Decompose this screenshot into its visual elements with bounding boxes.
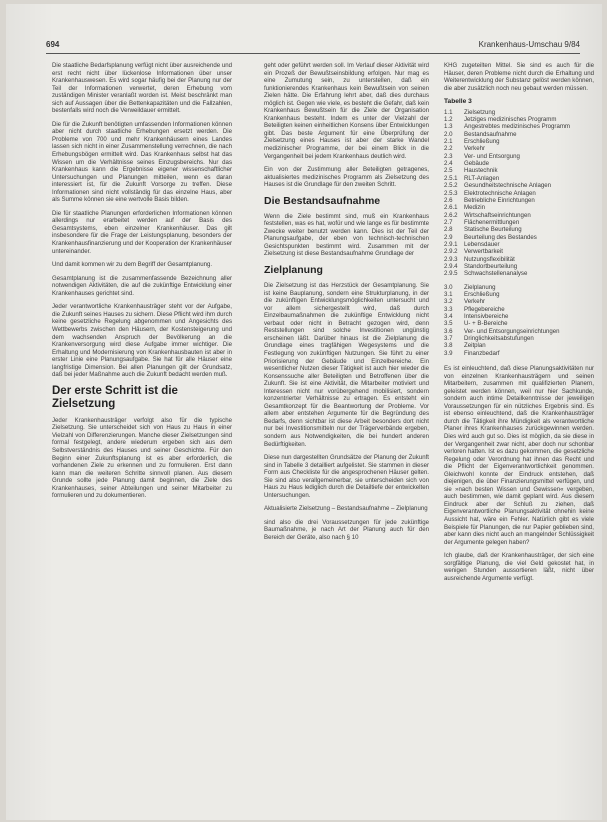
table-cell-label: Wirtschaftseinrichtungen [464,211,531,219]
page [6,4,602,820]
table-cell-number: 2.3 [444,152,453,160]
paragraph: Jeder verantwortliche Krankenhausträger steht vor der Aufgabe, die Zukunft seines Hauses zu sichern. Diese Pflicht wird ihm durch keine gesetzliche Regelung abgenommen und Angesichts des Wettbewerbs zwischen den Häusern, der Kostensteigerung und dem wachsenden Anspruch der Bevölkerung an die Krankenversorgung wird diese Aufgabe immer wichtiger. Die Erhaltung und Modernisierung von Krankenhausbauten ist aber in erster Linie eine Planungsaufgabe. Sie hat für alle Häuser eine langfristige Dimension. Bei allen Planungen gilt der Grundsatz, daß bei jeder Maßnahme auch die Zukunft bedacht werden muß. [52,303,232,379]
table-row [444,234,570,241]
table-row [444,263,570,270]
table-row [444,335,570,342]
header-rule [46,53,580,54]
paragraph: Jeder Krankenhausträger verfolgt also für die typische Zielsetzung. Sie unterscheidet sich von Haus zu Haus in einer Vielzahl von Differenzierungen. Manche dieser Zielsetzungen sind formal festgelegt, andere wiederum ergeben sich aus dem Selbstverständnis des Hauses und seiner Geschichte. Für den Beginn einer Zukunftsplanung ist es aber erforderlich, die vorhandenen Ziele zu erkennen und zu formulieren. Erst dann kann man die weiteren Schritte sinnvoll planen. Aus diesem Grunde sollte jede Planung damit beginnen, die Ziele des Krankenhauses, seiner Abteilungen und seiner Mitarbeiter zu formulieren und zu dokumentieren. [52,416,232,500]
table-row [444,241,570,248]
table-cell-number: 3.0 [444,283,453,291]
table-cell-label: U- + B-Bereiche [464,320,508,328]
table-cell-label: Pflegebereiche [464,305,505,313]
paragraph: KHG zugeteilten Mittel. Sie sind es auch für die Häuser, deren Probleme nicht durch die Erhaltung und Weiterentwicklung der Substanz gelöst werden können, die aber zusätzlich noch neu gebaut werden müssen. [444,62,594,92]
table-cell-number: 2.6.1 [444,204,458,212]
table-cell-number: 3.6 [444,327,453,335]
table-cell-label: Standortbeurteilung [464,262,518,270]
table-cell-number: 2.5.2 [444,182,458,190]
table-row [444,160,570,167]
table-cell-number: 2.5.3 [444,189,458,197]
table-cell-number: 2.7 [444,218,453,226]
table-cell-number: 2.4 [444,160,453,168]
table-title: Tabelle 3 [444,98,472,106]
paragraph: geht oder geführt werden soll. Im Verlauf dieser Aktivität wird ein Prozeß der Bewußtseinsbildung erfolgen. Nur mag es eine Zumutung sein, zu unterstellen, daß ein funktionierendes Krankenhaus kein Bewußtsein von seinen Zielen hätte. Die Erfahrung lehrt aber, daß dies durchaus möglich ist. Gegen wie viele, es besteht die Gefahr, daß kein Krankenhaus Bewußtsein für die Ziele der Organisation Krankenhaus besteht. Indem es unter der Vielzahl der Beteiligten keinen einheitlichen Konsens über Entwicklungen gibt. Das beste Argument für eine Überprüfung der Zielsetzung eines Hauses ist aber der starke Wandel medizinischer Programme, der bei einem Blick in die Vergangenheit bei jedem Krankenhaus deutlich wird. [264,62,429,160]
table-3 [444,109,570,357]
table-cell-label: Nutzungsflexibilität [464,255,515,263]
page-number: 694 [46,40,60,49]
section-heading: Zielplanung [264,264,323,277]
table-cell-number: 2.9.5 [444,270,458,278]
table-cell-label: Verkehr [464,298,486,306]
paragraph: Es ist einleuchtend, daß diese Planungsaktivitäten nur von einzelnen Krankenhausträgern und seinen Mitarbeitern, zusammen mit qualifizierten Planern, geleistet werden können, weil nur hier Sachkunde, sondern auch intime Detailkenntnisse der jeweiligen Voraussetzungen für ein nützliches Ergebnis sind. Es ist ebenso einleuchtend, daß die Krankenhausträger durch die Tätigkeit ihre Mündigkeit als verantwortliche Planer ihres Krankenhauses zurückgewinnen werden. Dies wird auch gut so. Dies ist möglich, da sie diese in der Vergangenheit zwar nicht, aber doch nur schonbar verloren hatten. Ist es dazu gekommen, die gesetzliche Regelung oder Verordnung hat ihnen das Recht und die Pflicht der Eigenverantwortlichkeit genommen. Gleichwohl konnte der Eindruck entstehen, daß diejenigen, die über Finanzierungsmittel verfügen, und sie »nach besten Wissen und Gewissen« vergeben, auch bestimmen, wie damit geplant wird. Aus diesem Eindruck aber der Schluß zu ziehen, daß Eigenverantwortliche Planungsaktivität ohnehin keine Aussicht hat, wäre ein Fehler. Natürlich gibt es viele Beispiele für Planungen, die nur Papier geblieben sind, aber kann dies nicht auch an mangelnder Schlüssigkeit der Argumente gelegen haben? [444,365,594,546]
table-cell-label: Flächenermittlungen [464,218,520,226]
paragraph: Diese nun dargestellten Grundsätze der Planung der Zukunft sind in Tabelle 3 detailliert aufgelistet. Sie stammen in dieser Form aus Checkliste für die angesprochenen Häuser gelten. Sie sind also verallgemeinerbar, sie unterscheiden sich von Haus zu Haus lediglich durch die Detailtiefe der entwickelten Untersuchungen. [264,454,429,499]
table-cell-label: Jetziges medizinisches Programm [464,116,557,124]
table-cell-label: Ver- und Entsorgungseinrichtungen [464,327,560,335]
table-cell-label: Erschließung [464,138,500,146]
table-row [444,284,570,291]
table-row [444,291,570,298]
running-header [46,40,580,52]
table-cell-number: 2.9.3 [444,255,458,263]
table-cell-number: 2.9 [444,233,453,241]
table-cell-label: Gebäude [464,160,490,168]
table-row [444,306,570,313]
table-row [444,248,570,255]
table-row [444,226,570,233]
table-cell-number: 2.2 [444,145,453,153]
table-cell-label: Intensivbereiche [464,313,509,321]
table-cell-label: Zielplanung [464,283,496,291]
table-row [444,298,570,305]
table-cell-label: Medizin [464,204,485,212]
table-row [444,212,570,219]
table-row [444,153,570,160]
table-row [444,167,570,174]
table-row [444,123,570,130]
table-cell-number: 2.1 [444,138,453,146]
paragraph: sind also die drei Voraussetzungen für jede zukünftige Baumaßnahme, je nach Art der Planung auch für den Bereich der Geräte, also nach § 10 [264,518,429,541]
table-row [444,320,570,327]
section-heading: Der erste Schritt ist die Zielsetzung [52,384,178,410]
paragraph: Aktualisierte Zielsetzung – Bestandsaufnahme – Zielplanung [264,505,428,513]
table-row [444,175,570,182]
paragraph: Die für staatliche Planungen erforderlichen Informationen können allerdings nur erarbeitet werden auf der Basis des Gesamtsystems, eben einzelner Krankenhäuser. Das gilt insbesondere für die Frage der Leistungsplanung, besonders der Krankenhausfinanzierung und der Kooperation der Krankenhäuser untereinander. [52,209,232,255]
table-cell-number: 3.7 [444,335,453,343]
table-cell-label: Zielsetzung [464,108,496,116]
table-cell-label: Verwertbarkeit [464,248,503,256]
table-cell-label: RLT-Anlagen [464,174,500,182]
table-cell-number: 1.2 [444,116,453,124]
table-cell-label: Finanzbedarf [464,349,500,357]
table-row [444,256,570,263]
table-cell-label: Betriebliche Einrichtungen [464,196,535,204]
paragraph: Die Zielsetzung ist das Herzstück der Gesamtplanung. Sie ist keine Bauplanung, sondern eine Strukturplanung, in der die zukünftigen Entwicklungsmöglichkeiten untersucht und vor allem sichergestellt wird, daß durch Einzelbaumaßnahmen die zukünftige Entwicklung nicht verbaut oder nicht in Betracht gezogen wird, denn Reststellungen sind solche Investitionen ungünstig erscheinen läßt. Darüber hinaus ist die Zielplanung die Grundlage eines tragfähigen Wegesystems und die Festlegung von zukünftigen Nutzungen. Sie führt zu einer Priorisierung der Gebäude und Einzelbereiche. Ein wesentlicher Nutzen dieser Tätigkeit ist auch hier wieder die Konsenssuche aller Beteiligten und Betroffenen über die Zukunft. Sie ist eine Aktivität, die Mitarbeiter motiviert und Interessen nicht nur vorübergehend mobilisiert, sondern konzentrierter Verhältnisse zu ertragen. Es entsteht ein Gesamtkonzept für die Beantwortung der Probleme. Vor allem aber entstehen Argumente für die Begründung des Bedarfs, denn sichtbar ist diese Arbeit besonders dort nicht nur bei Investitionsmitteln nur der Trägerverbände ergeben, sondern aus Notwendigkeiten, die bei hundert anderen Bedürftigkeiten. [264,282,429,448]
table-cell-number: 2.8 [444,226,453,234]
table-cell-label: Statische Beurteilung [464,226,522,234]
table-row [444,109,570,116]
table-row [444,204,570,211]
table-cell-label: Dringlichkeitsabstufungen [464,335,534,343]
table-cell-number: 2.9.4 [444,262,458,270]
table-cell-label: Verkehr [464,145,486,153]
section-heading: Die Bestandsaufnahme [264,194,381,207]
table-cell-number: 1.3 [444,123,453,131]
table-cell-number: 3.3 [444,305,453,313]
paragraph: Ich glaube, daß der Krankenhausträger, der sich eine sorgfältige Planung, die viel Geld gekostet hat, in wenigen Stunden aussortieren läßt, nicht über ausreichende Argumente verfügt. [444,552,594,582]
table-cell-label: Bestandsaufnahme [464,130,517,138]
paragraph: Die für die Zukunft benötigten umfassenden Informationen können aber nicht durch staatliche Erhebungen ersetzt werden. Die Probleme von 700 und mehr Krankenhäusern eines Landes lassen sich nicht in einer Zusammenstellung verrechnen, die nach Erhebungsbögen ermittelt wird. Das Krankenhaus selbst hat das Wissen um die Verhältnisse seines Einzugsbereichs. Nur das Krankenhaus kann die Ergebnisse eigener wissenschaftlicher Untersuchungen und Planungen mitteilen, wenn es daran interessiert ist, für die Zukunft Vorsorge zu treffen. Diese Informationen sind nicht vollständig für das einzelne Haus, aber als Summe können sie eine wertvolle Basis bilden. [52,120,232,204]
table-cell-label: Schwachstellenanalyse [464,270,528,278]
table-cell-number: 2.0 [444,130,453,138]
table-cell-number: 3.1 [444,290,453,298]
table-cell-label: Lebensdauer [464,240,500,248]
table-cell-number: 1.1 [444,108,453,116]
paragraph: Gesamtplanung ist die zusammenfassende Bezeichnung aller notwendigen Aktivitäten, die auf die zukünftige Entwicklung einer Krankenhauses gerichtet sind. [52,274,232,297]
table-row [444,270,570,277]
table-cell-number: 3.9 [444,349,453,357]
table-row [444,190,570,197]
table-cell-number: 3.8 [444,342,453,350]
paragraph: Ein von der Zustimmung aller Beteiligten getragenes, aktualisiertes medizinisches Programm als Zielsetzung des Hauses ist die Grundlage für den zweiten Schritt. [264,166,429,189]
table-cell-label: Zeitplan [464,342,486,350]
table-cell-label: Erschließung [464,290,500,298]
table-row [444,219,570,226]
table-cell-number: 2.9.1 [444,240,458,248]
paragraph: Die staatliche Bedarfsplanung verfügt nicht über ausreichende und erst recht nicht über lückenlose Informationen über unser Krankenhauswesen. Es wird sogar häufig bei der Planung nur der Teil der Informationen verwertet, deren Erhebung vom zuständigen Minister veranlaßt worden ist. Meist beschränkt man sich auf Aussagen über die Bettenkapazitäten und die Fallzahlen, bestenfalls wird noch die Verweildauer ermittelt. [52,62,232,115]
table-row [444,350,570,357]
table-cell-number: 3.5 [444,320,453,328]
table-cell-number: 2.6 [444,196,453,204]
table-cell-number: 2.5.1 [444,174,458,182]
table-row [444,145,570,152]
table-cell-number: 2.9.2 [444,248,458,256]
column-middle [264,62,429,548]
column-left [52,62,232,506]
table-row [444,138,570,145]
table-cell-number: 2.6.2 [444,211,458,219]
table-row [444,313,570,320]
table-cell-number: 3.4 [444,313,453,321]
table-cell-label: Ver- und Entsorgung [464,152,520,160]
table-row [444,342,570,349]
table-cell-label: Elektrotechnische Anlagen [464,189,536,197]
table-row [444,197,570,204]
table-row [444,182,570,189]
table-cell-label: Angestrebtes medizinisches Programm [464,123,571,131]
table-cell-number: 3.2 [444,298,453,306]
table-row [444,131,570,138]
paragraph: Und damit kommen wir zu dem Begriff der Gesamtplanung. [52,261,213,269]
table-cell-label: Gesundheitstechnische Anlagen [464,182,552,190]
table-row [444,116,570,123]
table-row [444,328,570,335]
running-title: Krankenhaus-Umschau 9/84 [478,40,580,49]
table-cell-label: Haustechnik [464,167,498,175]
table-cell-label: Beurteilung des Bestandes [464,233,537,241]
paragraph: Wenn die Ziele bestimmt sind, muß ein Krankenhaus feststellen, was es hat, wofür und wie lange es für bestimmte Zwecke weiter benutzt werden kann. Dies ist der Teil der Planungsaufgabe, der eben von technisch-technischen Gesichtspunkten bestimmt wird. Zusammen mit der Zielsetzung ist diese Bestandsaufnahme Grundlage der [264,212,429,258]
column-right [444,62,594,588]
table-cell-number: 2.5 [444,167,453,175]
